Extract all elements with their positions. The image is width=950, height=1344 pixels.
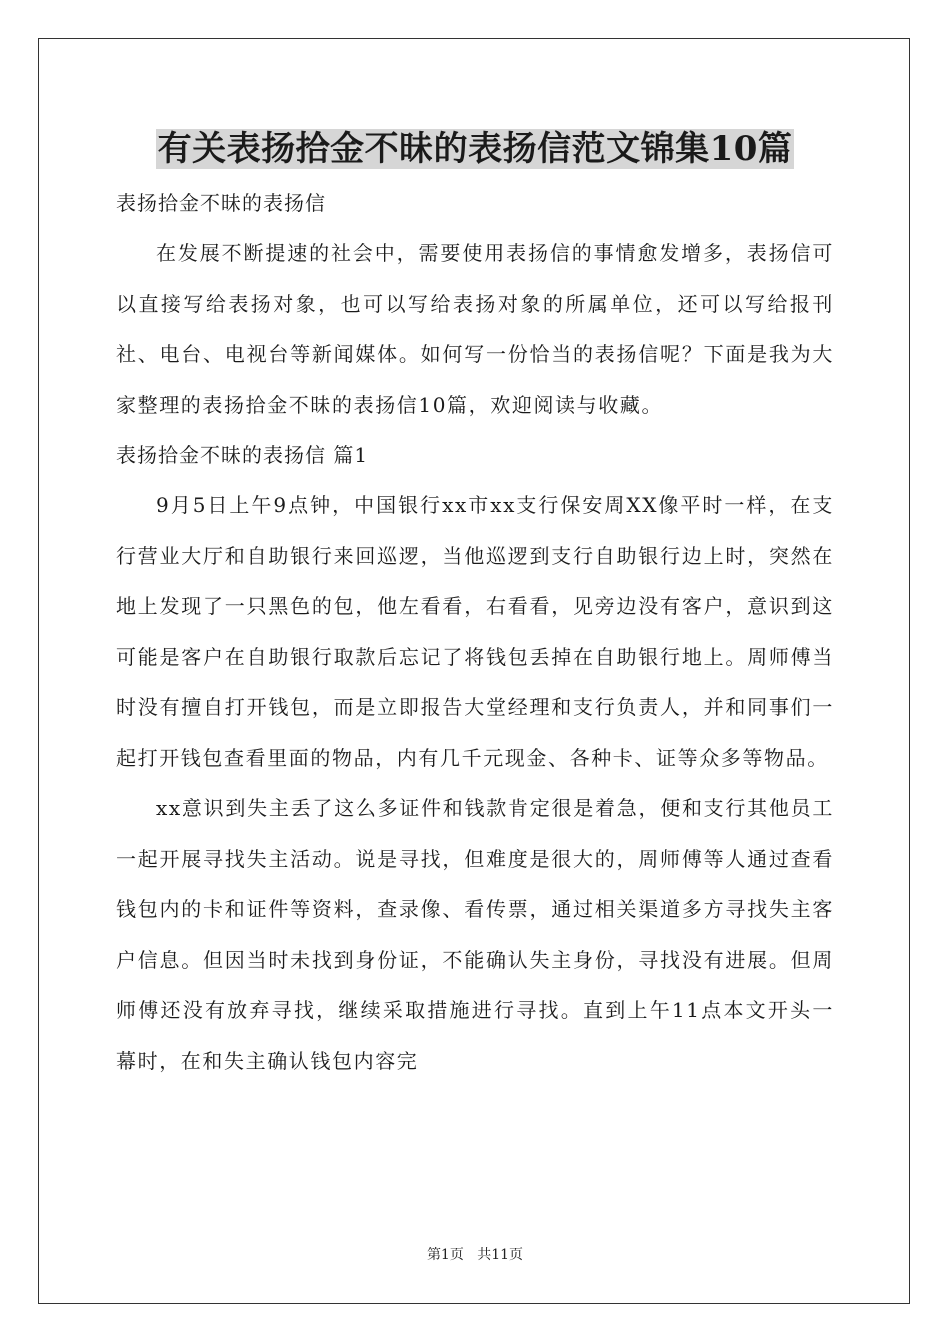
section-1-heading: 表扬拾金不昧的表扬信 篇1: [116, 443, 369, 467]
intro-paragraph: 在发展不断提速的社会中，需要使用表扬信的事情愈发增多，表扬信可以直接写给表扬对象，也可以写给表扬对象的所属单位，还可以写给报刊社、电台、电视台等新闻媒体。如何写一份恰当的表扬信呢？下面是我为大家整理的表扬拾金不昧的表扬信10篇，欢迎阅读与收藏。: [116, 241, 834, 417]
page-number: 第1页: [426, 1247, 464, 1263]
document-title-text: 有关表扬拾金不昧的表扬信范文锦集10篇: [157, 129, 793, 169]
page-total: 共11页: [477, 1247, 524, 1263]
document-title: [116, 120, 834, 178]
document-body: [116, 120, 834, 1086]
section-1-paragraph-2: xx意识到失主丢了这么多证件和钱款肯定很是着急，便和支行其他员工一起开展寻找失主活动。说是寻找，但难度是很大的，周师傅等人通过查看钱包内的卡和证件等资料，查录像、看传票，通过相关渠道多方寻找失主客户信息。但因当时未找到身份证，不能确认失主身份，寻找没有进展。但周师傅还没有放弃寻找，继续采取措施进行寻找。直到上午11点本文开头一幕时，在和失主确认钱包内容完: [116, 796, 834, 1073]
section-1-paragraph-1: 9月5日上午9点钟，中国银行xx市xx支行保安周XX像平时一样，在支行营业大厅和自助银行来回巡逻，当他巡逻到支行自助银行边上时，突然在地上发现了一只黑色的包，他左看看，右看看，见旁边没有客户，意识到这可能是客户在自助银行取款后忘记了将钱包丢掉在自助银行地上。周师傅当时没有擅自打开钱包，而是立即报告大堂经理和支行负责人，并和同事们一起打开钱包查看里面的物品，内有几千元现金、各种卡、证等众多等物品。: [116, 493, 834, 770]
intro-heading: 表扬拾金不昧的表扬信: [116, 191, 326, 215]
page-footer: [0, 1244, 950, 1264]
